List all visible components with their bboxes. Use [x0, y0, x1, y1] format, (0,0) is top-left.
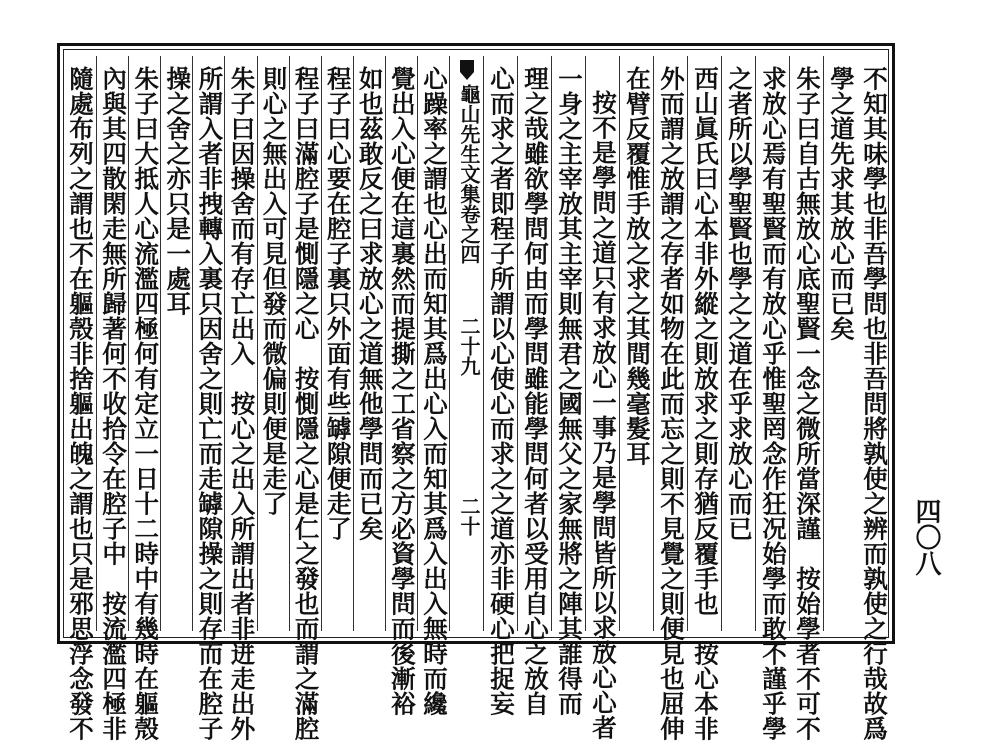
text-column-21	[160, 56, 193, 631]
column-text: 在臂反覆惟手放之求之其間幾毫髮耳	[623, 66, 652, 466]
column-text: 一身之主宰放其主宰則無君之國無父之家無將之陣其誰得而	[555, 66, 584, 716]
column-text: 心而求之者即程子所謂以心使心而求之之道亦非硬心把捉妄	[487, 66, 516, 716]
column-text: 如也茲敢反之曰求放心之道無他學問而已矣	[355, 66, 385, 541]
text-column-14	[385, 56, 418, 716]
column-text: 隨處布列之謂也不在軀殼非捨軀出魄之謂也只是邪思浮念發不	[66, 66, 96, 741]
column-text: 朱子曰大抵人心流濫四極何有定立一日十二時中有幾時在軀殼	[131, 66, 161, 741]
column-text: 外而謂之放謂之存者如物在此而忘之則不見覺之則便見也屈伸	[657, 66, 686, 741]
column-text: 求放心焉有聖賢而有放心乎惟聖罔念作狂况始學而敢不謹乎學	[759, 66, 788, 741]
volume-title: 龜山先生文集卷之四	[457, 84, 481, 264]
column-text: 西山眞氏曰心本非外縱之則放求之則存猶反覆手也 按心本非	[691, 66, 720, 741]
text-column-16	[321, 56, 354, 631]
text-column-8	[619, 56, 654, 631]
text-column-6	[687, 56, 722, 741]
text-column-15	[353, 56, 386, 631]
text-column-18	[257, 56, 290, 631]
text-column-17	[289, 56, 322, 741]
text-column-22	[128, 56, 161, 741]
text-column-23	[96, 56, 129, 741]
column-text: 不知其味學也非吾學問也非吾問將孰使之辨而孰使之行哉故爲	[860, 66, 889, 741]
page-number: 四〇八	[911, 498, 941, 576]
column-text: 操之舍之亦只是一處耳	[163, 66, 193, 316]
text-column-20	[192, 56, 225, 741]
text-block	[63, 49, 889, 741]
column-text: 程子曰心要在腔子裏只外面有些罅隙便走了	[323, 66, 353, 541]
column-text: 覺出入心便在這裏然而提撕之工省察之方必資學問而後漸裕	[387, 66, 417, 716]
column-text: 內與其四散閑走無所歸著何不收拾令在腔子中 按流濫四極非	[99, 66, 129, 741]
column-text: 朱子曰因操舍而有存亡出入 按心之出入所謂出者非迸走出外	[227, 66, 257, 741]
column-text: 程子曰滿腔子是惻隱之心 按惻隱之心是仁之發也而謂之滿腔	[291, 66, 321, 741]
text-column-7	[653, 56, 688, 741]
text-column-12	[483, 56, 518, 716]
column-text: 所謂入者非拽轉入裏只因舍之則亡而走罅隙操之則存而在腔子	[195, 66, 225, 741]
folio-number-b: 二十	[457, 496, 481, 536]
column-text: 按不是學問之道只有求放心一事乃是學問皆所以求放心心者	[589, 90, 618, 740]
text-column-19	[224, 56, 257, 741]
text-column-3	[789, 56, 824, 741]
text-column-13	[417, 56, 450, 716]
page-frame	[57, 43, 895, 741]
text-column-2	[823, 56, 858, 631]
text-column-24	[64, 56, 96, 741]
text-column-1	[857, 56, 891, 741]
fish-tail-mark	[460, 60, 474, 80]
column-text: 朱子曰自古無放心底聖賢一念之微所當深謹 按始學者不可不	[793, 66, 822, 741]
text-column-5	[721, 56, 756, 631]
column-text: 則心之無出入可見但發而微偏則便是走了	[259, 66, 289, 516]
text-column-4	[755, 56, 790, 741]
column-text: 心躁率之謂也心出而知其爲出心入而知其爲入出入無時而纔	[419, 66, 449, 716]
text-column-9	[585, 56, 620, 740]
text-column-11	[517, 56, 552, 716]
column-text: 之者所以學聖賢也學之之道在乎求放心而已	[725, 66, 754, 541]
folio-number-a: 二十九	[457, 316, 481, 376]
center-fold-column	[449, 56, 484, 631]
text-column-10	[551, 56, 586, 716]
column-text: 理之哉雖欲學問何由而學問雖能學問何者以受用自心之放自	[521, 66, 550, 716]
column-text: 學之道先求其放心而已矣	[827, 66, 856, 341]
